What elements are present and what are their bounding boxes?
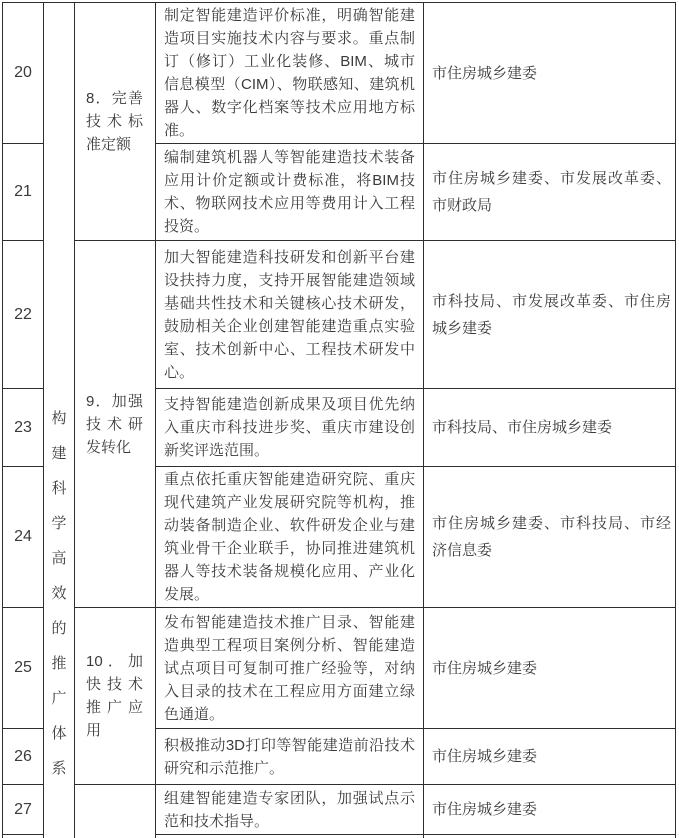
- task-cell: 组建智能建造专家团队，加强试点示范和技术指导。: [156, 785, 424, 835]
- department-cell: 市住房城乡建委、市发展改革委、市财政局: [424, 144, 676, 241]
- task-cell: 积极推动3D打印等智能建造前沿技术研究和示范推广。: [156, 729, 424, 785]
- task-cell: 发布智能建造技术推广目录、智能建造典型工程项目案例分析、智能建造试点项目可复制可推广经验等，对纳入目录的技术在工程应用方面建立绿色通道。: [156, 608, 424, 729]
- department-cell: 市科技局、市住房城乡建委: [424, 389, 676, 467]
- group-cell: [44, 3, 75, 838]
- department-cell: 市住房城乡建委: [424, 729, 676, 785]
- category-cell-9: 9．加强技术研发转化: [75, 241, 156, 608]
- task-cell: [156, 835, 424, 838]
- row-number-cell: 22: [3, 241, 44, 389]
- department-cell: 市住房城乡建委: [424, 785, 676, 835]
- row-number-cell: 25: [3, 608, 44, 729]
- row-number-cell: 27: [3, 785, 44, 835]
- row-number-cell: 23: [3, 389, 44, 467]
- department-cell: [424, 835, 676, 838]
- table-row: [3, 3, 676, 144]
- row-number-cell: 21: [3, 144, 44, 241]
- category-cell-empty: [75, 785, 156, 838]
- row-number-cell: 26: [3, 729, 44, 785]
- table-row: [3, 241, 676, 389]
- task-cell: 加大智能建造科技研发和创新平台建设扶持力度，支持开展智能建造领域基础共性技术和关键核心技术研发，鼓励相关企业创建智能建造重点实验室、技术创新中心、工程技术研发中心。: [156, 241, 424, 389]
- group-label: 构建科学高效的推广体系: [51, 410, 67, 777]
- category-cell-10: 10．加快技术推广应用: [75, 608, 156, 785]
- table-row: [3, 608, 676, 729]
- row-number-cell: [3, 835, 44, 838]
- task-cell: 编制建筑机器人等智能建造技术装备应用计价定额或计费标准，将BIM技术、物联网技术应用等费用计入工程投资。: [156, 144, 424, 241]
- task-cell: 重点依托重庆智能建造研究院、重庆现代建筑产业发展研究院等机构，推动装备制造企业、软件研发企业与建筑业骨干企业联手，协同推进建筑机器人等技术装备规模化应用、产业化发展。: [156, 467, 424, 608]
- department-cell: 市住房城乡建委: [424, 3, 676, 144]
- task-cell: 支持智能建造创新成果及项目优先纳入重庆市科技进步奖、重庆市建设创新奖评选范围。: [156, 389, 424, 467]
- row-number-cell: 20: [3, 3, 44, 144]
- category-cell-8: 8．完善技术标准定额: [75, 3, 156, 241]
- task-cell: 制定智能建造评价标准，明确智能建造项目实施技术内容与要求。重点制订（修订）工业化装修、BIM、城市信息模型（CIM）、物联感知、建筑机器人、数字化档案等技术应用地方标准。: [156, 3, 424, 144]
- table-row: [3, 785, 676, 835]
- task-table: [2, 2, 676, 838]
- department-cell: 市住房城乡建委: [424, 608, 676, 729]
- department-cell: 市科技局、市发展改革委、市住房城乡建委: [424, 241, 676, 389]
- row-number-cell: 24: [3, 467, 44, 608]
- department-cell: 市住房城乡建委、市科技局、市经济信息委: [424, 467, 676, 608]
